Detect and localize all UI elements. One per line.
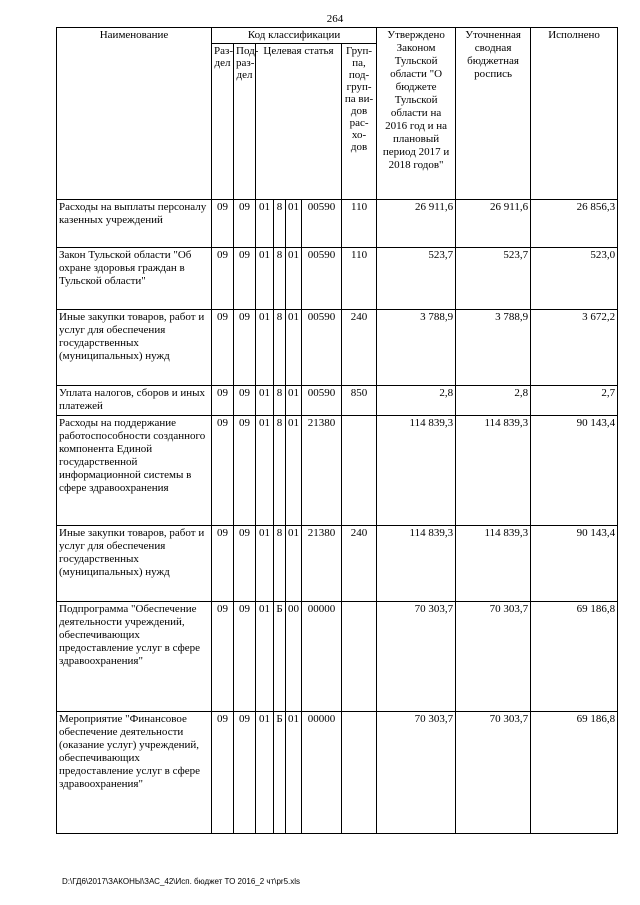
row-razdel: 09 xyxy=(212,310,234,386)
row-target-1: 01 xyxy=(256,200,274,248)
row-razdel: 09 xyxy=(212,712,234,834)
row-target-3: 01 xyxy=(286,248,302,310)
row-target-2: 8 xyxy=(274,200,286,248)
row-target-2: Б xyxy=(274,712,286,834)
row-target-2: 8 xyxy=(274,386,286,416)
row-target-2: 8 xyxy=(274,248,286,310)
row-executed: 69 186,8 xyxy=(531,602,618,712)
header-podrazdel: Под-раз-дел xyxy=(234,44,256,200)
budget-table xyxy=(56,27,618,834)
row-target-3: 01 xyxy=(286,712,302,834)
row-approved: 70 303,7 xyxy=(377,602,456,712)
row-approved: 114 839,3 xyxy=(377,416,456,526)
row-executed: 523,0 xyxy=(531,248,618,310)
row-name: Закон Тульской области "Об охране здоровья граждан в Тульской области" xyxy=(57,248,212,310)
row-refined: 70 303,7 xyxy=(456,602,531,712)
row-razdel: 09 xyxy=(212,416,234,526)
row-razdel: 09 xyxy=(212,602,234,712)
row-executed: 69 186,8 xyxy=(531,712,618,834)
header-target: Целевая статья xyxy=(256,44,342,200)
row-expense-group: 110 xyxy=(342,248,377,310)
header-razdel: Раз-дел xyxy=(212,44,234,200)
row-executed: 26 856,3 xyxy=(531,200,618,248)
row-target-4: 00590 xyxy=(302,310,342,386)
table-row xyxy=(57,416,618,526)
row-podrazdel: 09 xyxy=(234,602,256,712)
row-executed: 2,7 xyxy=(531,386,618,416)
row-podrazdel: 09 xyxy=(234,416,256,526)
header-name: Наименование xyxy=(57,28,212,200)
row-target-4: 00590 xyxy=(302,386,342,416)
row-target-4: 00000 xyxy=(302,602,342,712)
row-target-1: 01 xyxy=(256,310,274,386)
row-target-3: 00 xyxy=(286,602,302,712)
table-row xyxy=(57,200,618,248)
row-target-3: 01 xyxy=(286,310,302,386)
row-name: Расходы на поддержание работоспособности созданного компонента Единой государственной информационной системы в сфере здравоохранения xyxy=(57,416,212,526)
row-name: Расходы на выплаты персоналу казенных учреждений xyxy=(57,200,212,248)
row-expense-group: 110 xyxy=(342,200,377,248)
table-row xyxy=(57,386,618,416)
table-row xyxy=(57,526,618,602)
row-podrazdel: 09 xyxy=(234,712,256,834)
row-target-2: 8 xyxy=(274,310,286,386)
row-target-1: 01 xyxy=(256,526,274,602)
row-approved: 2,8 xyxy=(377,386,456,416)
file-path-footer: D:\ГД6\2017\ЗАКОНЫ\ЗАС_42\Исп. бюджет ТО 2016_2 чт\pr5.xls xyxy=(62,877,301,886)
row-executed: 90 143,4 xyxy=(531,526,618,602)
row-target-4: 00000 xyxy=(302,712,342,834)
table-row xyxy=(57,602,618,712)
row-target-4: 00590 xyxy=(302,248,342,310)
header-approved: Утверждено Законом Тульской области "О бюджете Тульской области на 2016 год и на плановый период 2017 и 2018 годов" xyxy=(377,28,456,200)
header-expense-group: Груп-па, под-груп-па ви-дов рас-хо-дов xyxy=(342,44,377,200)
row-target-4: 21380 xyxy=(302,526,342,602)
row-approved: 3 788,9 xyxy=(377,310,456,386)
row-razdel: 09 xyxy=(212,200,234,248)
row-target-2: 8 xyxy=(274,526,286,602)
row-refined: 3 788,9 xyxy=(456,310,531,386)
header-executed: Исполнено xyxy=(531,28,618,200)
row-podrazdel: 09 xyxy=(234,310,256,386)
page-number: 264 xyxy=(326,13,344,25)
row-expense-group xyxy=(342,602,377,712)
row-name: Иные закупки товаров, работ и услуг для обеспечения государственных (муниципальных) нужд xyxy=(57,526,212,602)
row-razdel: 09 xyxy=(212,526,234,602)
row-target-3: 01 xyxy=(286,526,302,602)
row-razdel: 09 xyxy=(212,386,234,416)
row-podrazdel: 09 xyxy=(234,526,256,602)
row-expense-group: 850 xyxy=(342,386,377,416)
row-target-4: 21380 xyxy=(302,416,342,526)
row-target-3: 01 xyxy=(286,416,302,526)
row-refined: 114 839,3 xyxy=(456,526,531,602)
row-approved: 114 839,3 xyxy=(377,526,456,602)
row-podrazdel: 09 xyxy=(234,200,256,248)
table-row xyxy=(57,712,618,834)
row-name: Иные закупки товаров, работ и услуг для обеспечения государственных (муниципальных) нужд xyxy=(57,310,212,386)
row-target-1: 01 xyxy=(256,712,274,834)
header-code-group: Код классификации xyxy=(212,28,377,44)
row-refined: 70 303,7 xyxy=(456,712,531,834)
row-target-1: 01 xyxy=(256,248,274,310)
row-target-1: 01 xyxy=(256,386,274,416)
row-approved: 523,7 xyxy=(377,248,456,310)
row-podrazdel: 09 xyxy=(234,386,256,416)
row-refined: 2,8 xyxy=(456,386,531,416)
row-approved: 70 303,7 xyxy=(377,712,456,834)
row-name: Уплата налогов, сборов и иных платежей xyxy=(57,386,212,416)
row-target-1: 01 xyxy=(256,602,274,712)
row-approved: 26 911,6 xyxy=(377,200,456,248)
table-row xyxy=(57,310,618,386)
row-refined: 523,7 xyxy=(456,248,531,310)
row-target-2: 8 xyxy=(274,416,286,526)
row-name: Подпрограмма "Обеспечение деятельности учреждений, обеспечивающих предоставление услуг в сфере здравоохранения" xyxy=(57,602,212,712)
row-target-2: Б xyxy=(274,602,286,712)
row-expense-group xyxy=(342,712,377,834)
row-refined: 26 911,6 xyxy=(456,200,531,248)
row-expense-group: 240 xyxy=(342,310,377,386)
row-target-3: 01 xyxy=(286,200,302,248)
row-podrazdel: 09 xyxy=(234,248,256,310)
row-target-3: 01 xyxy=(286,386,302,416)
row-target-1: 01 xyxy=(256,416,274,526)
table-row xyxy=(57,248,618,310)
row-razdel: 09 xyxy=(212,248,234,310)
row-executed: 90 143,4 xyxy=(531,416,618,526)
row-executed: 3 672,2 xyxy=(531,310,618,386)
row-name: Мероприятие "Финансовое обеспечение деятельности (оказание услуг) учреждений, обеспечивающих предоставление услуг в сфере здравоохранения" xyxy=(57,712,212,834)
row-expense-group xyxy=(342,416,377,526)
header-row-1 xyxy=(57,28,618,44)
row-target-4: 00590 xyxy=(302,200,342,248)
row-refined: 114 839,3 xyxy=(456,416,531,526)
row-expense-group: 240 xyxy=(342,526,377,602)
header-refined: Уточненная сводная бюджетная роспись xyxy=(456,28,531,200)
